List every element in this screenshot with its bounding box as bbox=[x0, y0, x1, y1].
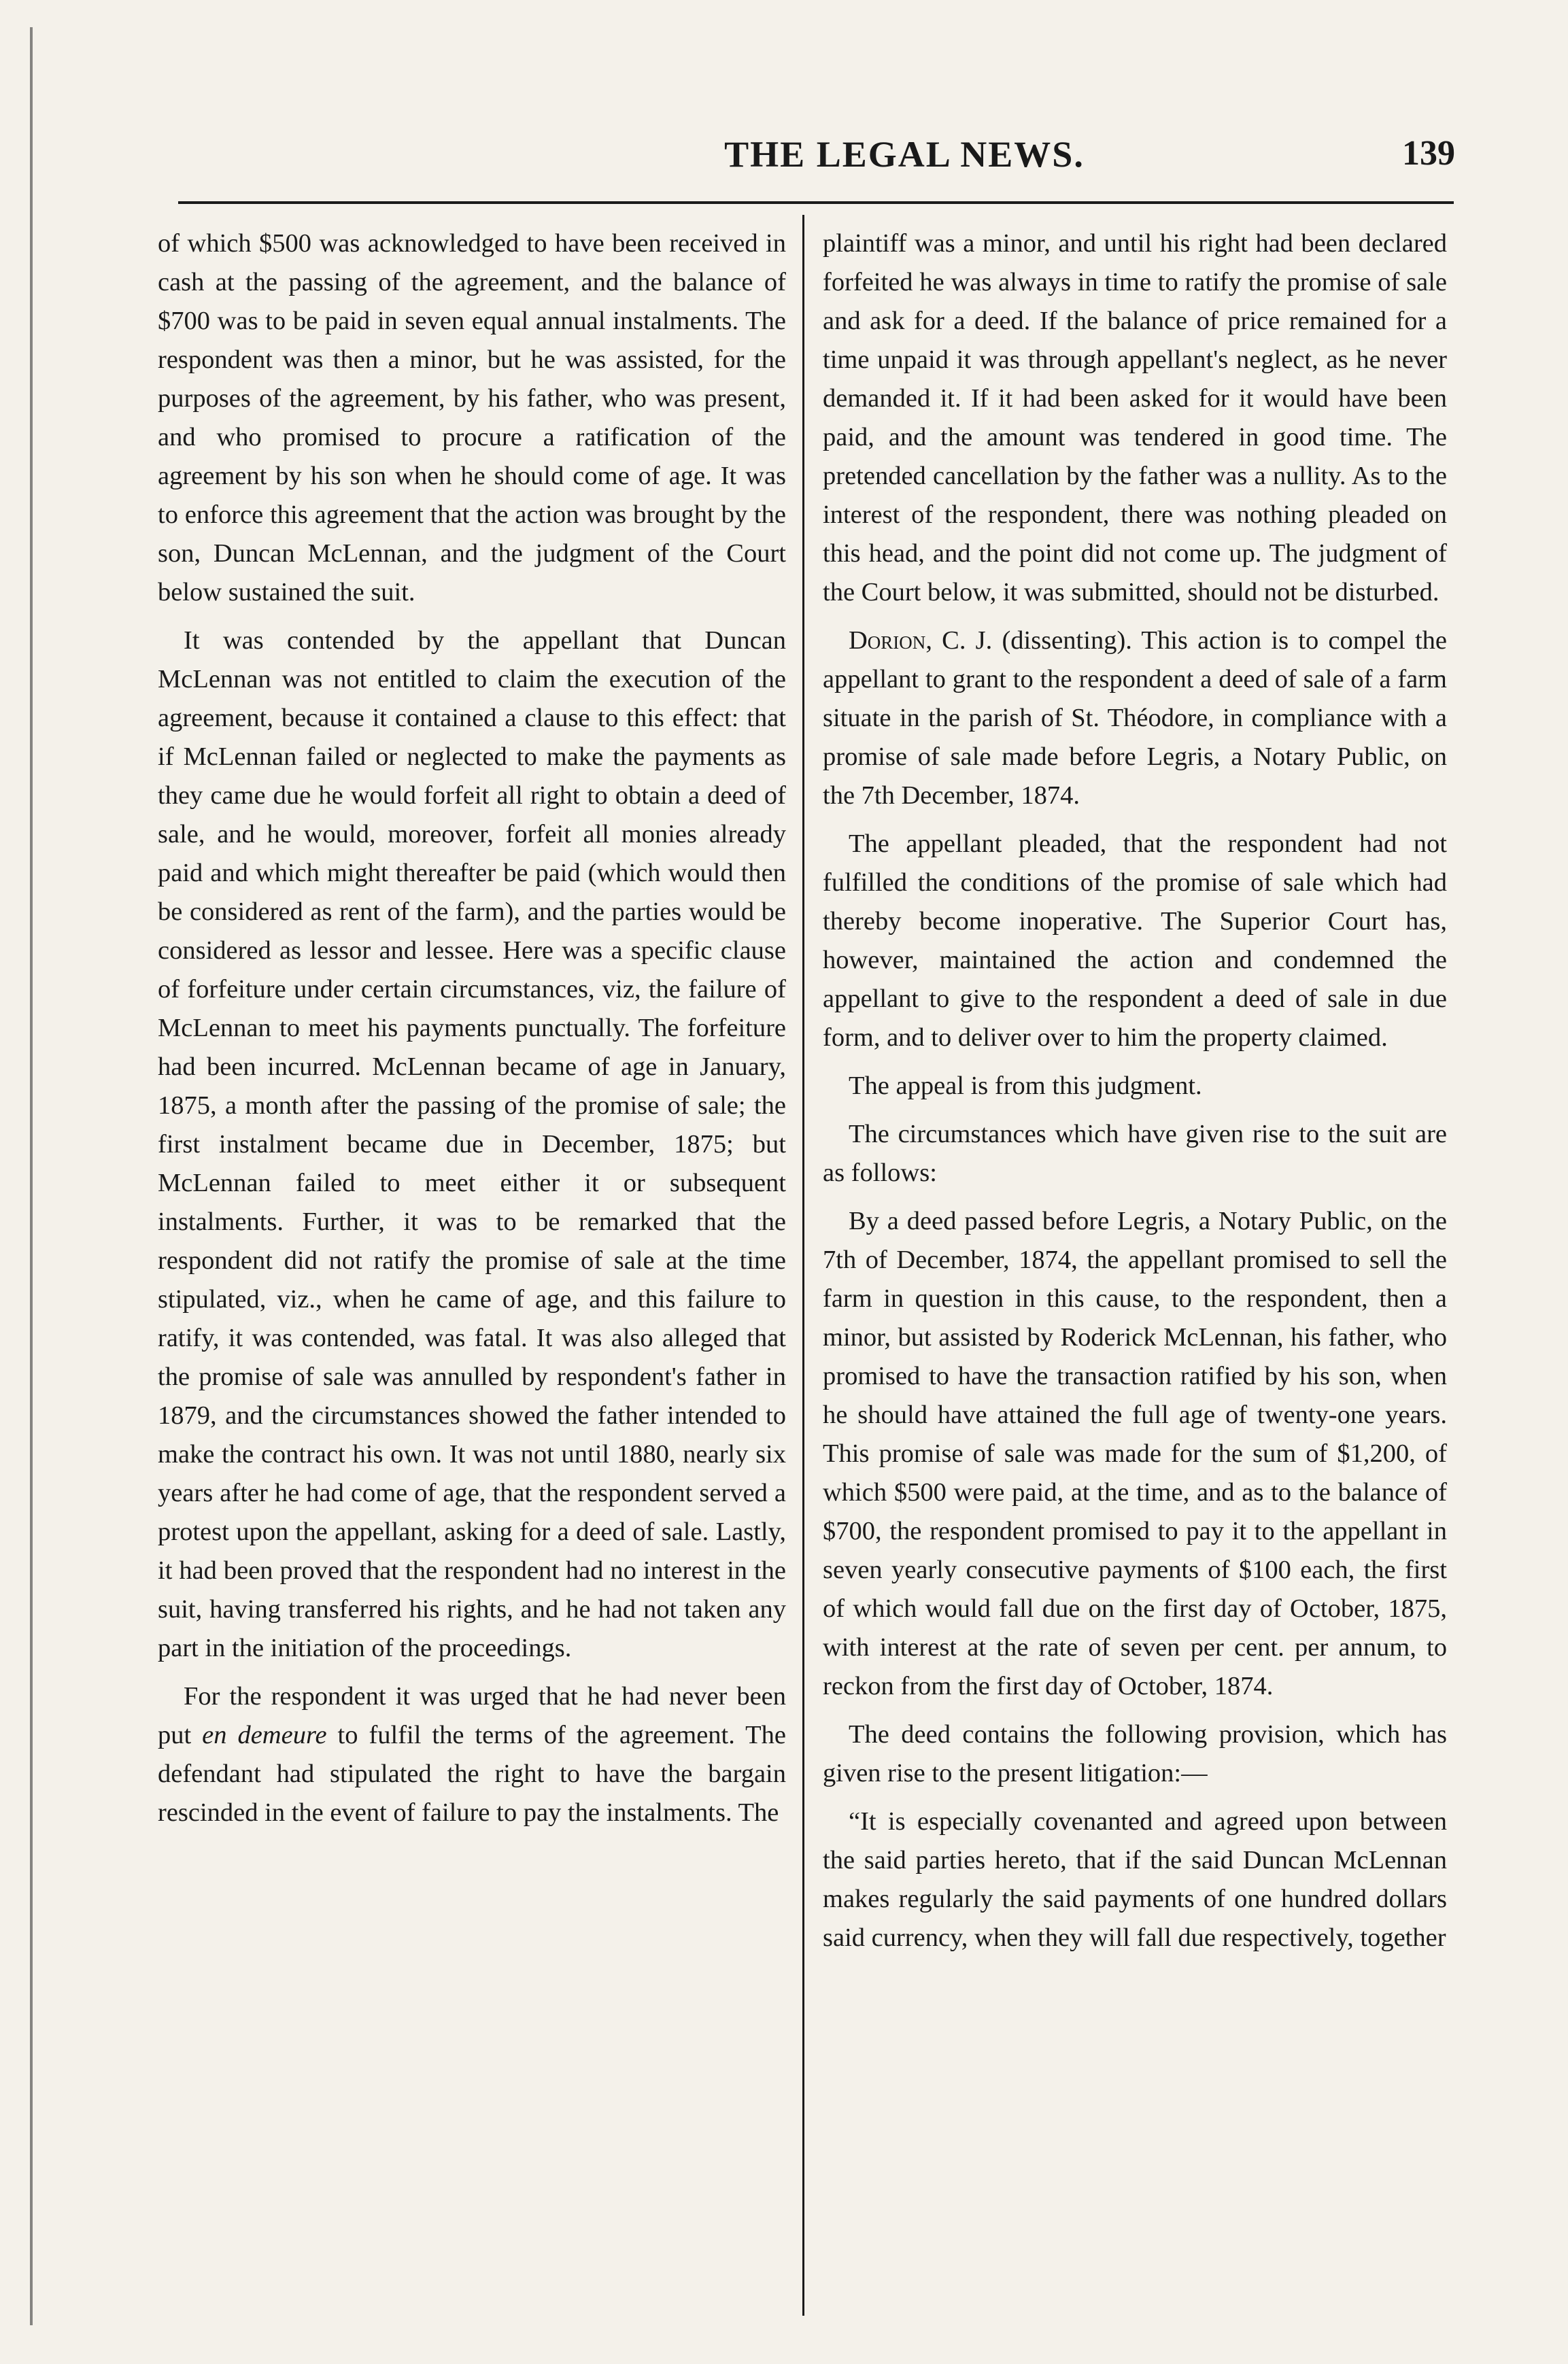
paragraph: It was contended by the appellant that Duncan McLennan was not entitled to claim the execution of the agreement, because it contained a clause to this effect: that if McLennan failed or neglected to make the payments as they came due he would forfeit all right to obtain a deed of sale, and he would, moreover, forfeit all monies already paid and which might thereafter be paid (which would then be considered as rent of the farm), and the parties would be considered as lessor and lessee. Here was a specific clause of forfeiture under certain circumstances, viz, the failure of McLennan to meet his payments punctually. The forfeiture had been incurred. McLennan became of age in January, 1875, a month after the passing of the promise of sale; the first instalment became due in December, 1875; but McLennan failed to meet either it or subsequent instalments. Further, it was to be remarked that the respondent did not ratify the promise of sale at the time stipulated, viz., when he came of age, and this failure to ratify, it was contended, was fatal. It was also alleged that the promise of sale was annulled by respondent's father in 1879, and the circumstances showed the father intended to make the contract his own. It was not until 1880, nearly six years after he had come of age, that the respondent served a protest upon the appellant, asking for a deed of sale. Lastly, it had been proved that the respondent had no interest in the suit, having transferred his rights, and he had not taken any part in the initiation of the proceedings. bbox=[158, 626, 786, 1662]
running-title: THE LEGAL NEWS. bbox=[724, 134, 1085, 175]
right-column bbox=[823, 224, 1447, 2325]
paragraph: The appellant pleaded, that the respondent had not fulfilled the conditions of the promise of sale which had thereby become inoperative. The Superior Court has, however, maintained the action and condemned the appellant to give to the respondent a deed of sale in due form, and to deliver over to him the property claimed. bbox=[823, 829, 1447, 1052]
paragraph: The circumstances which have given rise to the suit are as follows: bbox=[823, 1120, 1447, 1187]
left-column bbox=[158, 224, 786, 2325]
paragraph-text: This action is to compel the appellant to grant to the respondent a deed of sale of a farm situate in the parish of St. Théodore, in compliance with a promise of sale made before Legris, a Notary Public, on the 7th December, 1874. bbox=[823, 626, 1447, 810]
paragraph: The deed contains the following provision, which has given rise to the present litigation:— bbox=[823, 1720, 1447, 1787]
paragraph: By a deed passed before Legris, a Notary Public, on the 7th of December, 1874, the appellant promised to sell the farm in question in this cause, to the respondent, then a minor, but assisted by Roderick McLennan, his father, who promised to have the transaction ratified by his son, when he should have attained the full age of twenty-one years. This promise of sale was made for the sum of $1,200, of which $500 were paid, at the time, and as to the balance of $700, the respondent promised to pay it to the appellant in seven yearly consecutive payments of $100 each, the first of which would fall due on the first day of October, 1875, with interest at the rate of seven per cent. per annum, to reckon from the first day of October, 1874. bbox=[823, 1207, 1447, 1700]
paragraph: of which $500 was acknowledged to have been received in cash at the passing of the agreement, and the balance of $700 was to be paid in seven equal annual instalments. The respondent was then a minor, but he was assisted, for the purposes of the agreement, by his father, who was present, and who promised to procure a ratification of the agreement by his son when he should come of age. It was to enforce this agreement that the action was brought by the son, Duncan McLennan, and the judgment of the Court below sustained the suit. bbox=[158, 229, 786, 606]
paragraph bbox=[158, 1677, 786, 1832]
judge-name: Dorion bbox=[849, 626, 926, 655]
paragraph-text: to fulfil the terms of the agreement. The defendant had stipulated the right to have the bargain rescinded in the event of failure to pay the instalments. The bbox=[158, 1721, 786, 1827]
paragraph-text: For the respondent it was urged that he had never been put bbox=[158, 1682, 786, 1749]
column-divider bbox=[802, 215, 804, 2316]
italic-phrase: en demeure bbox=[202, 1721, 327, 1749]
header-rule bbox=[178, 201, 1454, 204]
opinion-paragraph bbox=[823, 621, 1447, 815]
scan-edge bbox=[30, 27, 33, 2325]
page-header bbox=[163, 133, 1455, 194]
judge-title: , C. J. (dissenting). bbox=[925, 626, 1132, 655]
quoted-paragraph: “It is especially covenanted and agreed upon between the said parties hereto, that if the said Duncan McLennan makes regularly the said payments of one hundred dollars said currency, when they will fall due respectively, together bbox=[823, 1807, 1447, 1952]
page-number: 139 bbox=[1402, 134, 1455, 173]
paragraph: plaintiff was a minor, and until his right had been declared forfeited he was always in time to ratify the promise of sale and ask for a deed. If the balance of price remained for a time unpaid it was through appellant's neglect, as he never demanded it. If it had been asked for it would have been paid, and the amount was tendered in good time. The pretended cancellation by the father was a nullity. As to the interest of the respondent, there was nothing pleaded on this head, and the point did not come up. The judgment of the Court below, it was submitted, should not be disturbed. bbox=[823, 229, 1447, 606]
paragraph: The appeal is from this judgment. bbox=[849, 1072, 1202, 1100]
